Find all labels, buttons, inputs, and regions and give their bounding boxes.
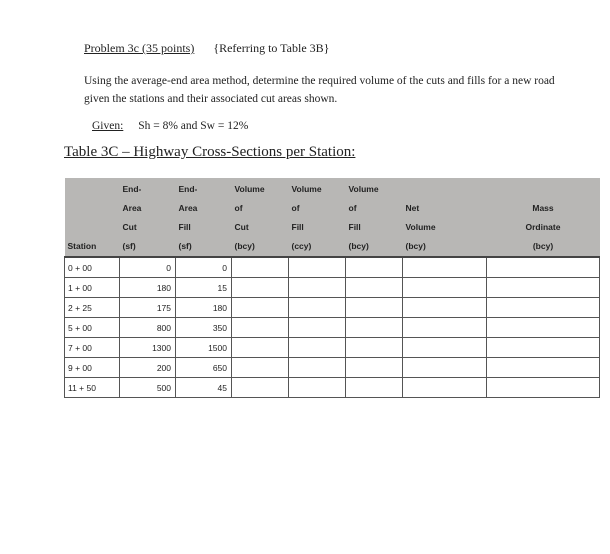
header-mass-ordinate: Mass Ordinate (bcy) — [487, 178, 600, 257]
station-cell: 5 + 00 — [65, 318, 120, 338]
volume-fill-bcy-cell[interactable] — [346, 257, 403, 278]
table-header-row — [65, 178, 600, 257]
end-area-cut-cell: 800 — [120, 318, 176, 338]
volume-cut-cell[interactable] — [232, 338, 289, 358]
header-volume-fill-ccy: Volume of Fill (ccy) — [289, 178, 346, 257]
table-row — [65, 298, 600, 318]
table-row — [65, 257, 600, 278]
volume-fill-bcy-cell[interactable] — [346, 338, 403, 358]
given-label: Given: — [92, 120, 124, 132]
volume-cut-cell[interactable] — [232, 358, 289, 378]
volume-fill-ccy-cell[interactable] — [289, 358, 346, 378]
end-area-cut-cell: 175 — [120, 298, 176, 318]
mass-ordinate-cell[interactable] — [487, 318, 600, 338]
station-cell: 2 + 25 — [65, 298, 120, 318]
end-area-fill-cell: 15 — [176, 278, 232, 298]
mass-ordinate-cell[interactable] — [487, 378, 600, 398]
volume-cut-cell[interactable] — [232, 318, 289, 338]
header-net-volume: Net Volume (bcy) — [403, 178, 487, 257]
volume-fill-ccy-cell[interactable] — [289, 298, 346, 318]
volume-cut-cell[interactable] — [232, 298, 289, 318]
volume-fill-bcy-cell[interactable] — [346, 358, 403, 378]
table-row — [65, 278, 600, 298]
net-volume-cell[interactable] — [403, 257, 487, 278]
volume-fill-ccy-cell[interactable] — [289, 257, 346, 278]
station-cell: 1 + 00 — [65, 278, 120, 298]
header-end-area-cut: End- Area Cut (sf) — [120, 178, 176, 257]
volume-fill-ccy-cell[interactable] — [289, 338, 346, 358]
volume-cut-cell[interactable] — [232, 278, 289, 298]
end-area-cut-cell: 1300 — [120, 338, 176, 358]
volume-cut-cell[interactable] — [232, 378, 289, 398]
net-volume-cell[interactable] — [403, 298, 487, 318]
end-area-cut-cell: 200 — [120, 358, 176, 378]
end-area-fill-cell: 350 — [176, 318, 232, 338]
mass-ordinate-cell[interactable] — [487, 358, 600, 378]
volume-fill-bcy-cell[interactable] — [346, 278, 403, 298]
net-volume-cell[interactable] — [403, 358, 487, 378]
end-area-cut-cell: 180 — [120, 278, 176, 298]
cross-section-table — [64, 178, 600, 398]
header-volume-fill-bcy: Volume of Fill (bcy) — [346, 178, 403, 257]
problem-reference: {Referring to Table 3B} — [213, 41, 330, 55]
net-volume-cell[interactable] — [403, 378, 487, 398]
given-value: Sh = 8% and Sw = 12% — [138, 120, 249, 132]
volume-fill-bcy-cell[interactable] — [346, 318, 403, 338]
header-station: Station — [65, 178, 120, 257]
table-row — [65, 318, 600, 338]
mass-ordinate-cell[interactable] — [487, 257, 600, 278]
volume-fill-bcy-cell[interactable] — [346, 298, 403, 318]
net-volume-cell[interactable] — [403, 318, 487, 338]
volume-fill-bcy-cell[interactable] — [346, 378, 403, 398]
net-volume-cell[interactable] — [403, 278, 487, 298]
end-area-fill-cell: 0 — [176, 257, 232, 278]
table-row — [65, 378, 600, 398]
volume-fill-ccy-cell[interactable] — [289, 318, 346, 338]
header-volume-cut: Volume of Cut (bcy) — [232, 178, 289, 257]
table-title — [64, 144, 355, 161]
table-row — [65, 338, 600, 358]
end-area-fill-cell: 650 — [176, 358, 232, 378]
station-cell: 11 + 50 — [65, 378, 120, 398]
station-cell: 9 + 00 — [65, 358, 120, 378]
mass-ordinate-cell[interactable] — [487, 278, 600, 298]
station-cell: 7 + 00 — [65, 338, 120, 358]
end-area-fill-cell: 180 — [176, 298, 232, 318]
station-cell: 0 + 00 — [65, 257, 120, 278]
table-title-text: Table 3C – Highway Cross-Sections per Station: — [64, 144, 356, 160]
table-row — [65, 358, 600, 378]
volume-cut-cell[interactable] — [232, 257, 289, 278]
end-area-cut-cell: 0 — [120, 257, 176, 278]
problem-description: Using the average-end area method, determine the required volume of the cuts and fills for a new road given the stations and their associated cut areas shown. — [84, 75, 555, 105]
mass-ordinate-cell[interactable] — [487, 338, 600, 358]
end-area-cut-cell: 500 — [120, 378, 176, 398]
problem-title: Problem 3c (35 points) — [84, 41, 195, 55]
given-line — [92, 120, 248, 132]
mass-ordinate-cell[interactable] — [487, 298, 600, 318]
problem-heading — [84, 41, 329, 56]
net-volume-cell[interactable] — [403, 338, 487, 358]
volume-fill-ccy-cell[interactable] — [289, 378, 346, 398]
end-area-fill-cell: 1500 — [176, 338, 232, 358]
header-end-area-fill: End- Area Fill (sf) — [176, 178, 232, 257]
volume-fill-ccy-cell[interactable] — [289, 278, 346, 298]
end-area-fill-cell: 45 — [176, 378, 232, 398]
